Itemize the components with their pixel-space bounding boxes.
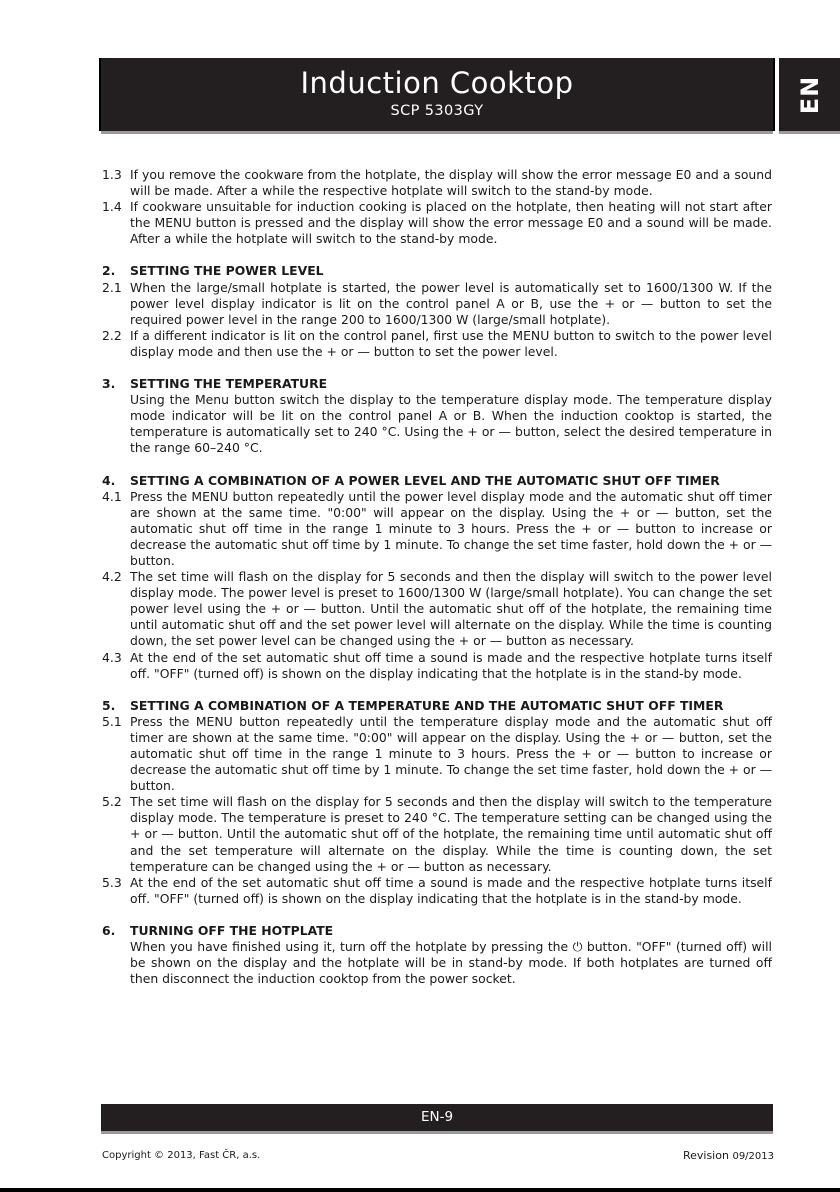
paragraph-text: The set time will flash on the display for 5 seconds and then the display will switch to the temperature display mode. The temperature is preset to 240 °C. The temperature setting can be changed using the + or — button. Until the automatic shut off of the hotplate, the remaining time until automatic shut off and the set temperature will alternate on the display. While the time is counting down, the set temperature can be changed using the + or — button as necessary. (130, 794, 772, 874)
item-number: 1.3 (102, 167, 122, 182)
paragraph-text: At the end of the set automatic shut off time a sound is made and the respective hotplate turns itself off. "OFF" (turned off) is shown on the display indicating that the hotplate is in the stand-by mode. (130, 874, 772, 906)
paragraph-text: When the large/small hotplate is started, the power level is automatically set to 1600/1300 W. If the power level display indicator is lit on the control panel A or B, use the + or — button to set the required power level in the range 200 to 1600/1300 W (large/small hotplate). (130, 279, 772, 327)
revision-label: Revision (682, 1149, 729, 1162)
heading-text: SETTING THE TEMPERATURE (130, 376, 328, 392)
footer-bar (101, 1104, 773, 1131)
section-gap (102, 682, 772, 698)
item-number: 4. (102, 472, 116, 488)
page-number: EN-9 (420, 1109, 454, 1125)
item-number (102, 392, 130, 456)
paragraph-text: At the end of the set automatic shut off time a sound is made and the respective hotplate turns itself off. "OFF" (turned off) is shown on the display indicating that the hotplate is in the stand-by mode. (130, 649, 772, 681)
paragraph-text: The set time will flash on the display for 5 seconds and then the display will switch to the power level display mode. The power level is preset to 1600/1300 W (large/small hotplate). You can change the set power level using the + or — button. Until the automatic shut off of the hotplate, the remaining time until automatic shut off and the set power level will alternate on the display. While the time is counting down, the set power level can be changed using the + or — button as necessary. (130, 569, 772, 649)
copyright-text: Copyright © 2013, Fast ČR, a.s. (102, 1150, 261, 1161)
item-number: 4.3 (102, 649, 122, 665)
paragraph (102, 328, 772, 360)
language-tab (779, 58, 840, 131)
item-number (102, 939, 130, 987)
bottom-rule (0, 1188, 840, 1192)
item-number: 3. (102, 376, 116, 392)
section-gap (102, 457, 772, 473)
paragraph (102, 199, 772, 247)
paragraph (102, 569, 772, 649)
item-number: 5. (102, 697, 116, 713)
heading-text: SETTING A COMBINATION OF A TEMPERATURE AND THE AUTOMATIC SHUT OFF TIMER (130, 697, 724, 713)
paragraph-text: If you remove the cookware from the hotplate, the display will show the error message E0 and a sound will be made. After a while the respective hotplate will switch to the stand-by mode. (130, 167, 772, 199)
section-heading (102, 376, 772, 392)
paragraph (102, 714, 772, 794)
item-number: 2.2 (102, 327, 122, 343)
section-heading (102, 698, 772, 714)
heading-text: SETTING A COMBINATION OF A POWER LEVEL AND THE AUTOMATIC SHUT OFF TIMER (130, 472, 720, 488)
revision-info (683, 1149, 774, 1162)
item-number: 5.1 (102, 713, 122, 729)
item-number: 1.4 (102, 199, 122, 215)
paragraph (102, 939, 772, 987)
paragraph (102, 650, 772, 682)
header-shadow (101, 131, 773, 134)
item-number: 4.2 (102, 569, 122, 585)
paragraph-text: If a different indicator is lit on the control panel, first use the MENU button to switch to the power level display mode and then use the + or — button to set the power level. (130, 327, 772, 359)
paragraph (102, 794, 772, 874)
crop-mark-right (773, 58, 775, 131)
section-gap (102, 247, 772, 263)
revision-date: 09/2013 (732, 1151, 774, 1162)
language-tab-shadow (779, 131, 840, 134)
footer-shadow (101, 1131, 773, 1134)
paragraph (102, 489, 772, 569)
section-heading (102, 263, 772, 279)
item-number: 2. (102, 263, 116, 279)
section-heading (102, 473, 772, 489)
paragraph-text: Press the MENU button repeatedly until the temperature display mode and the automatic shut off timer are shown at the same time. "0:00" will appear on the display. Using the + or — button, set the automatic shut off time in the range 1 minute to 3 hours. Press the + or — button to increase or decrease the automatic shut off time by 1 minute. To change the set time faster, hold down the + or — button. (130, 713, 772, 794)
paragraph-text: Press the MENU button repeatedly until the power level display mode and the automatic shut off timer are shown at the same time. "0:00" will appear on the display. Using the + or — button, set the automatic shut off time in the range 1 minute to 3 hours. Press the + or — button to increase or decrease the automatic shut off time by 1 minute. To change the set time faster, hold down the + or — button. (130, 488, 772, 568)
model-number: SCP 5303GY (390, 103, 484, 119)
item-number: 6. (102, 922, 116, 938)
paragraph (102, 280, 772, 328)
item-number: 5.2 (102, 794, 122, 810)
section-gap (102, 907, 772, 923)
paragraph (102, 167, 772, 199)
page-title: Induction Cooktop (300, 66, 574, 100)
heading-text: TURNING OFF THE HOTPLATE (130, 922, 334, 938)
section-heading (102, 923, 772, 939)
item-number: 2.1 (102, 279, 122, 295)
language-tab-label: EN (795, 75, 824, 114)
paragraph-text: Using the Menu button switch the display to the temperature display mode. The temperature display mode indicator will be lit on the control panel A or B. When the induction cooktop is started, the temperature is automatically set to 240 °C. Using the + or — button, select the desired temperature in the range 60–240 °C. (130, 392, 772, 456)
paragraph-text: If cookware unsuitable for induction cooking is placed on the hotplate, then heating will not start after the MENU button is pressed and the display will show the error message E0 and a sound will be made. After a while the hotplate will switch to the stand-by mode. (130, 199, 772, 247)
manual-body (102, 167, 772, 987)
paragraph (102, 392, 772, 456)
item-number: 5.3 (102, 874, 122, 890)
item-number: 4.1 (102, 488, 122, 504)
paragraph (102, 875, 772, 907)
heading-text: SETTING THE POWER LEVEL (130, 263, 324, 279)
paragraph-text: When you have finished using it, turn off the hotplate by pressing the ⏻ button. "OFF" (turned off) will be shown on the display and the hotplate will be in stand-by mode. If both hotplates are turned off then disconnect the induction cooktop from the power socket. (130, 939, 772, 987)
section-gap (102, 360, 772, 376)
header-bar (101, 58, 773, 131)
